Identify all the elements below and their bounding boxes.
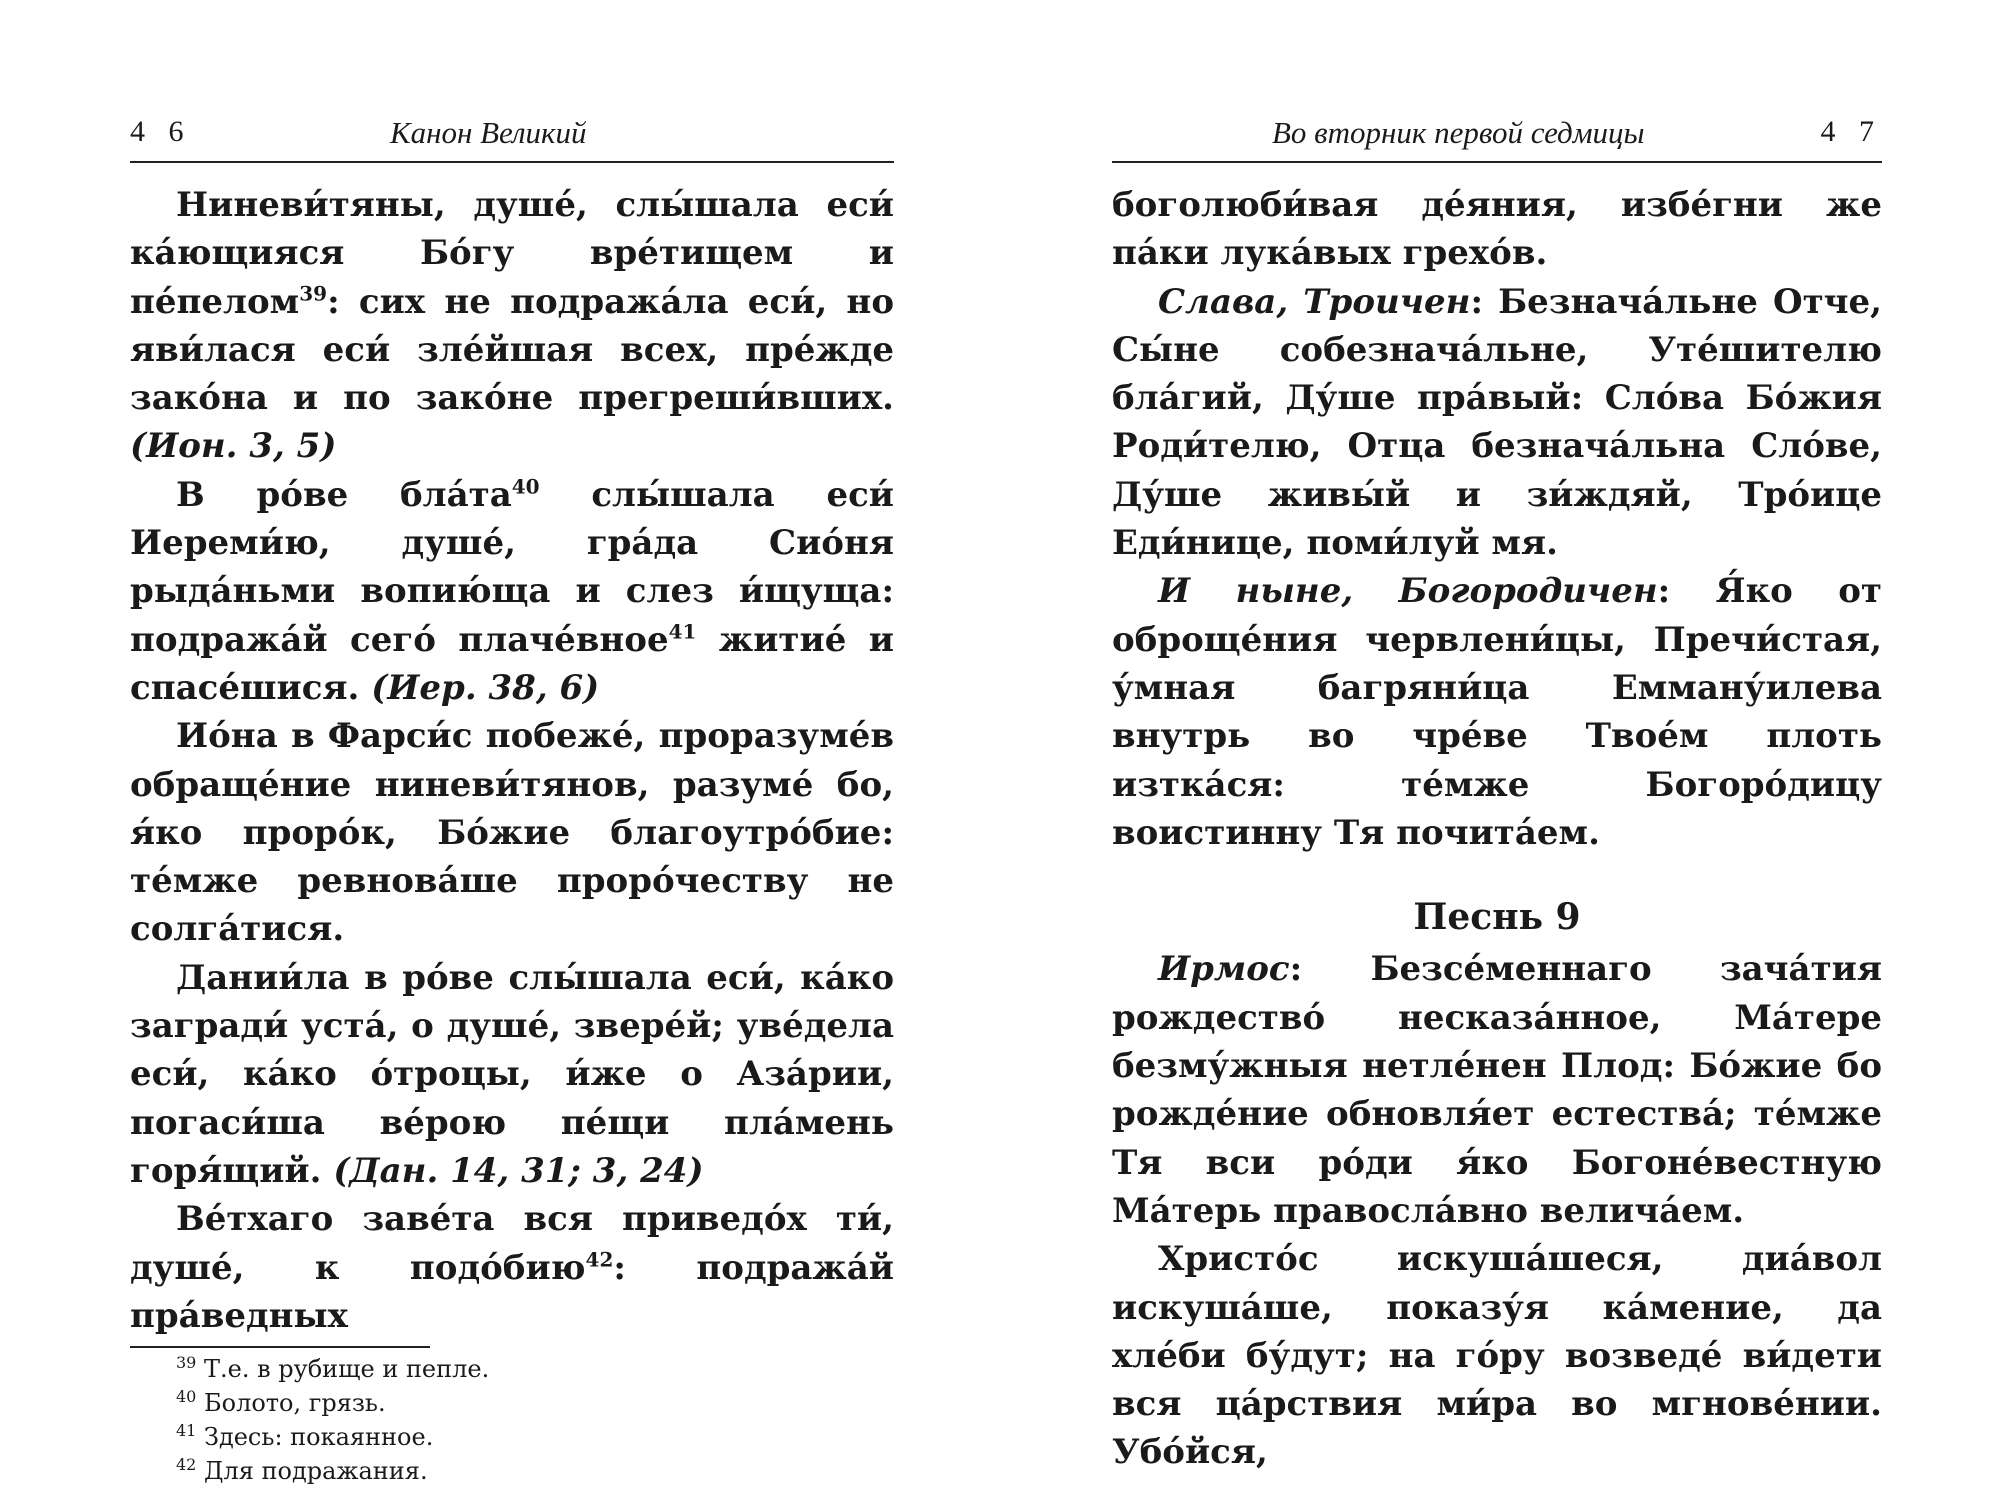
- footnote-marker: 39: [299, 281, 328, 306]
- rubric-label: Ирмос: [1158, 949, 1290, 990]
- paragraph-text: : Я́ко от оброще́ния червлени́цы, Пречи́стая, у́мная багряни́ца Емману́илева внутрь во чре́ве Твое́м плоть изтка́ся: те́мже Богоро́дицу воистинну Тя почита́ем.: [1112, 571, 1882, 853]
- right-page: [1112, 105, 1882, 1477]
- footnote-text: Болото, грязь.: [204, 1389, 386, 1418]
- right-page-body: [1112, 181, 1882, 1477]
- paragraph-text: слы́шала еси́ Иереми́ю, душе́, гра́да Сио́ня рыда́ньми вопию́ща и слез и́щуща: подража́й сего́ плаче́вное: [130, 474, 894, 660]
- paragraph-slava: [1112, 278, 1882, 568]
- paragraph-i-nyne: [1112, 567, 1882, 857]
- paragraph-old-testament: [130, 1195, 894, 1340]
- paragraph-text: : Безнача́льне Отче, Сы́не собезнача́льне, Уте́шителю бла́гий, Ду́ше пра́вый: Сло́ва Бо́жия Роди́телю, Отца безнача́льна Сло́ве, Ду́ше живы́й и зи́ждяй, Тро́ице Еди́нице, поми́луй мя.: [1112, 281, 1882, 564]
- footnote-rule: [130, 1346, 430, 1348]
- footnote-text: Для подражания.: [204, 1457, 428, 1486]
- right-running-title: Во вторник первой седмицы: [1272, 115, 1645, 150]
- paragraph-text: В ро́ве бла́та: [176, 474, 512, 515]
- paragraph-continuation: боголюби́вая де́яния, избе́гни же па́ки лука́вых грехо́в.: [1112, 185, 1882, 274]
- paragraph-christ-tempted: Христо́с искуша́шеся, диа́вол искуша́ше, показу́я ка́мение, да хле́би бу́дут; на го́ру возведе́ ви́дети вся ца́рствия ми́ра во мгнове́нии. Убо́йся,: [1112, 1239, 1882, 1473]
- footnote-number: 41: [176, 1421, 197, 1441]
- song-heading: Песнь 9: [1413, 896, 1581, 939]
- left-running-title: Канон Великий: [390, 115, 587, 150]
- paragraph-text: Ве́тхаго заве́та вся приведо́х ти́, душе́, к подо́бию: [130, 1199, 894, 1288]
- footnotes: [130, 1352, 894, 1488]
- footnote-number: 40: [176, 1387, 197, 1407]
- rubric-label: Слава, Троичен: [1158, 281, 1471, 322]
- footnote-39: [130, 1352, 894, 1386]
- footnote-number: 42: [176, 1455, 197, 1475]
- left-running-head: [130, 105, 894, 163]
- footnote-41: [130, 1420, 894, 1454]
- scripture-reference: (Дан. 14, 31; 3, 24): [333, 1150, 704, 1191]
- footnote-42: [130, 1454, 894, 1488]
- footnote-40: [130, 1386, 894, 1420]
- right-page-number: 4 7: [1820, 115, 1882, 148]
- paragraph-irmos: [1112, 945, 1882, 1235]
- footnote-text: Здесь: покаянное.: [204, 1423, 434, 1452]
- left-page: [130, 105, 894, 1488]
- paragraph-text: Дании́ла в ро́ве слы́шала еси́, ка́ко загради́ уста́, о душе́, звере́й; уве́дела еси́, ка́ко о́троцы, и́же о Аза́рии, погаси́ша ве́рою пе́щи пла́мень горя́щий.: [130, 957, 894, 1191]
- paragraph-jeremiah: [130, 471, 894, 712]
- footnote-number: 39: [176, 1353, 197, 1373]
- footnote-marker: 41: [668, 619, 697, 644]
- rubric-label: И ныне, Богородичен: [1158, 571, 1658, 612]
- paragraph-text: : сих не подража́ла еси́, но яви́лася еси́ зле́йшая всех, пре́жде зако́на и по зако́не прегреши́вших.: [130, 281, 894, 419]
- paragraph-ninevites: [130, 181, 894, 471]
- paragraph-text: : подража́й пра́ведных: [130, 1247, 894, 1336]
- footnote-marker: 40: [511, 474, 540, 499]
- right-running-head: [1112, 105, 1882, 163]
- paragraph-text: : Безсе́меннаго зача́тия рождество́ несказа́нное, Ма́тере безму́жныя нетле́нен Плод: Бо́жие бо рожде́ние обновля́ет естества́; те́мже Тя вси ро́ди я́ко Богоне́вестную Ма́терь правосла́вно велича́ем.: [1112, 949, 1882, 1231]
- paragraph-text: житие́ и спасе́шися.: [130, 619, 894, 708]
- footnote-marker: 42: [585, 1247, 614, 1272]
- paragraph-daniel: [130, 954, 894, 1195]
- left-page-body: [130, 181, 894, 1340]
- paragraph-jonah: Ио́на в Фарси́с побеже́, проразуме́в обраще́ние ниневи́тянов, разуме́ бо, я́ко проро́к, Бо́жие благоутро́бие: те́мже ревнова́ше проро́честву не солга́тися.: [130, 716, 894, 950]
- scripture-reference: (Иер. 38, 6): [371, 667, 600, 708]
- scripture-reference: (Ион. 3, 5): [130, 426, 337, 467]
- footnote-text: Т.е. в рубище и пепле.: [204, 1355, 490, 1384]
- paragraph-text: Ниневи́тяны, душе́, слы́шала еси́ ка́ющияся Бо́гу вре́тищем и пе́пелом: [130, 185, 894, 322]
- left-page-number: 4 6: [130, 115, 192, 148]
